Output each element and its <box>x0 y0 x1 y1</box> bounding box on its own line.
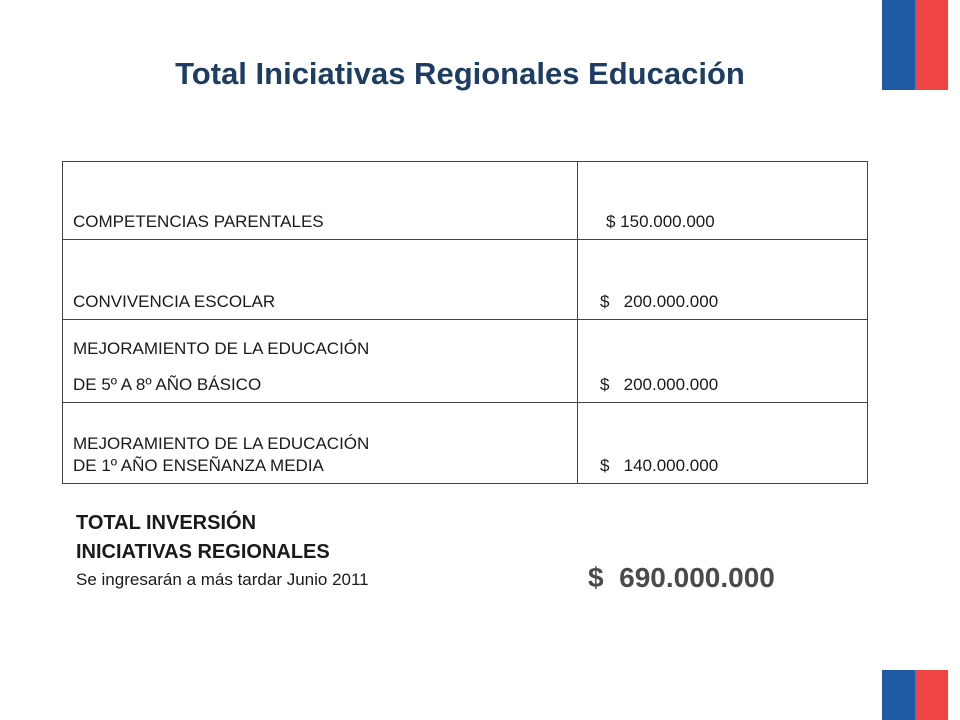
initiative-amount: $ 140.000.000 <box>578 403 868 484</box>
flag-blue-stripe <box>882 670 915 720</box>
total-label-block <box>76 509 369 593</box>
initiative-name-line: DE 1º AÑO ENSEÑANZA MEDIA <box>73 456 324 475</box>
initiative-amount: $ 200.000.000 <box>578 320 868 403</box>
table-row <box>63 162 868 240</box>
initiative-amount: $ 200.000.000 <box>578 240 868 320</box>
initiative-name-line: CONVIVENCIA ESCOLAR <box>73 292 276 311</box>
table-row <box>63 240 868 320</box>
total-amount: $ 690.000.000 <box>588 562 775 593</box>
initiative-name <box>63 240 578 320</box>
table-row <box>63 403 868 484</box>
total-note: Se ingresarán a más tardar Junio 2011 <box>76 570 369 589</box>
total-label-line: TOTAL INVERSIÓN <box>76 512 257 534</box>
initiative-name-line: MEJORAMIENTO DE LA EDUCACIÓN <box>73 434 370 453</box>
initiative-amount: $ 150.000.000 <box>578 162 868 240</box>
flag-decoration-bottom <box>882 670 948 720</box>
initiative-name <box>63 162 578 240</box>
flag-red-stripe <box>915 670 948 720</box>
initiative-name <box>63 320 578 403</box>
initiative-name-line: MEJORAMIENTO DE LA EDUCACIÓN <box>73 339 370 358</box>
slide-title: Total Iniciativas Regionales Educación <box>175 56 745 91</box>
initiative-name-line: DE 5º A 8º AÑO BÁSICO <box>73 375 262 394</box>
total-label-line: INICIATIVAS REGIONALES <box>76 541 330 563</box>
initiatives-table <box>62 161 868 484</box>
initiative-name-line: COMPETENCIAS PARENTALES <box>73 212 324 231</box>
table-row <box>63 320 868 403</box>
initiative-name <box>63 403 578 484</box>
